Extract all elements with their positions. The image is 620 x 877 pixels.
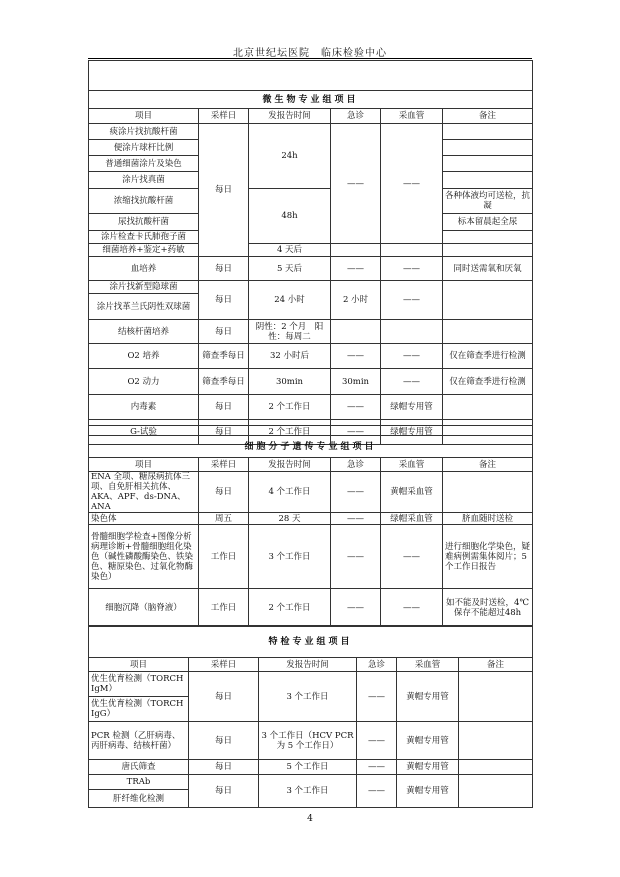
note-cell: 仅在筛查季进行检测 (443, 344, 533, 369)
urgent-cell: —— (331, 525, 381, 589)
item-cell: 优生优育检测（TORCH IgM） (89, 672, 189, 697)
tube-cell: 绿帽专用管 (381, 395, 443, 420)
item-cell: O2 培养 (89, 344, 199, 369)
column-header: 采血管 (381, 109, 443, 124)
special-test-title: 特检专业组项目 (89, 626, 533, 658)
tube-cell: 绿帽专用管 (381, 420, 443, 445)
urgent-cell (331, 320, 381, 344)
microbiology-spacer (89, 61, 533, 91)
item-cell: 浓缩找抗酸杆菌 (89, 189, 199, 214)
note-cell (443, 320, 533, 344)
column-header: 发报告时间 (249, 109, 331, 124)
special-test-table (88, 625, 533, 808)
tube-cell: —— (381, 281, 443, 320)
note-cell: 同时送需氧和厌氧 (443, 257, 533, 281)
note-cell (443, 395, 533, 420)
note-cell: 如不能及时送检，4℃保存不能超过48h (443, 589, 533, 627)
urgent-cell: —— (331, 344, 381, 369)
column-header: 项目 (89, 658, 189, 672)
note-cell (459, 760, 533, 775)
column-header: 急诊 (331, 109, 381, 124)
cytogenetics-title: 细胞分子遗传专业组项目 (89, 436, 533, 458)
item-cell: 便涂片球杆比例 (89, 140, 199, 156)
page-header: 北京世纪坛医院 临床检验中心 (233, 48, 387, 59)
sampling-cell: 工作日 (199, 589, 249, 627)
column-header: 急诊 (357, 658, 397, 672)
note-cell (459, 775, 533, 808)
cytogenetics-table (88, 425, 533, 627)
report-cell: 48h (249, 189, 331, 244)
tube-cell: 黄帽专用管 (397, 775, 459, 808)
report-cell: 3 个工作日 (249, 525, 331, 589)
microbiology-title: 微生物专业组项目 (89, 91, 533, 109)
sampling-cell: 每日 (199, 124, 249, 257)
urgent-cell: —— (331, 472, 381, 513)
column-header: 项目 (89, 109, 199, 124)
urgent-cell: —— (357, 672, 397, 722)
column-header: 备注 (443, 458, 533, 472)
item-cell: ENA 全项、糖尿病抗体三项、自免肝相关抗体、AKA、APF、ds-DNA、ANA (89, 472, 199, 513)
report-cell: 2 个工作日 (249, 420, 331, 445)
item-cell: 普通细菌涂片及染色 (89, 156, 199, 172)
item-cell: 细菌培养+鉴定+药敏 (89, 244, 199, 257)
tube-cell (381, 244, 443, 257)
urgent-cell: 30min (331, 369, 381, 395)
item-cell: 骨髓细胞学检查+图像分析病理诊断+骨髓细胞组化染色（碱性磷酸酶染色、铁染色、糖原染色、过氧化物酶染色） (89, 525, 199, 589)
tube-cell: 黄帽采血管 (381, 472, 443, 513)
report-cell: 3 个工作日 (259, 672, 357, 722)
urgent-cell: —— (331, 589, 381, 627)
note-cell (459, 672, 533, 722)
item-cell: 涂片检查卡氏肺孢子菌 (89, 231, 199, 244)
report-cell: 2 个工作日 (249, 395, 331, 420)
note-cell (443, 281, 533, 320)
column-header: 发报告时间 (249, 458, 331, 472)
urgent-cell (331, 244, 381, 257)
urgent-cell: —— (331, 395, 381, 420)
sampling-cell: 筛查季每日 (199, 369, 249, 395)
page-number: 4 (307, 814, 313, 824)
report-cell: 24 小时 (249, 281, 331, 320)
column-header: 采样日 (199, 458, 249, 472)
header-rule (88, 58, 532, 59)
sampling-cell: 每日 (189, 672, 259, 722)
note-cell (443, 472, 533, 513)
tube-cell: —— (381, 525, 443, 589)
report-cell: 3 个工作日（HCV PCR 为 5 个工作日） (259, 722, 357, 760)
sampling-cell: 周五 (199, 513, 249, 525)
report-cell: 24h (249, 124, 331, 189)
item-cell: 染色体 (89, 513, 199, 525)
item-cell: 内毒素 (89, 395, 199, 420)
microbiology-table (88, 60, 533, 445)
note-cell: 进行细胞化学染色，疑难病例需集体阅片；5 个工作日报告 (443, 525, 533, 589)
column-header: 备注 (443, 109, 533, 124)
report-cell: 5 天后 (249, 257, 331, 281)
urgent-cell: —— (331, 124, 381, 244)
column-header: 急诊 (331, 458, 381, 472)
column-header: 备注 (459, 658, 533, 672)
sampling-cell: 每日 (199, 420, 249, 445)
item-cell: 尿找抗酸杆菌 (89, 214, 199, 231)
sampling-cell: 筛查季每日 (199, 344, 249, 369)
tube-cell: —— (381, 257, 443, 281)
item-cell: O2 动力 (89, 369, 199, 395)
report-cell: 2 个工作日 (249, 589, 331, 627)
cytogenetics-spacer (89, 426, 533, 436)
tube-cell: —— (381, 124, 443, 244)
column-header: 发报告时间 (259, 658, 357, 672)
item-cell: 涂片找新型隐球菌 (89, 281, 199, 294)
tube-cell: 黄帽专用管 (397, 672, 459, 722)
tube-cell: 绿帽采血管 (381, 513, 443, 525)
note-cell (443, 244, 533, 257)
sampling-cell: 每日 (189, 775, 259, 808)
tube-cell: 黄帽专用管 (397, 722, 459, 760)
item-cell: 涂片找革兰氏阴性双球菌 (89, 294, 199, 320)
report-cell: 32 小时后 (249, 344, 331, 369)
report-cell: 3 个工作日 (259, 775, 357, 808)
urgent-cell: —— (357, 760, 397, 775)
item-cell: 涂片找真菌 (89, 172, 199, 189)
note-cell (443, 231, 533, 244)
sampling-cell: 每日 (199, 281, 249, 320)
urgent-cell: —— (357, 775, 397, 808)
note-cell (459, 722, 533, 760)
column-header: 采血管 (381, 458, 443, 472)
item-cell: G-试验 (89, 420, 199, 445)
tube-cell: 黄帽专用管 (397, 760, 459, 775)
sampling-cell: 每日 (199, 320, 249, 344)
column-header: 项目 (89, 458, 199, 472)
sampling-cell: 每日 (199, 395, 249, 420)
report-cell: 阴性：2 个月 阳性：每周二 (249, 320, 331, 344)
urgent-cell: 2 小时 (331, 281, 381, 320)
report-cell: 30min (249, 369, 331, 395)
item-cell: 唐氏筛查 (89, 760, 189, 775)
note-cell: 脐血随时送检 (443, 513, 533, 525)
note-cell: 仅在筛查季进行检测 (443, 369, 533, 395)
item-cell: 痰涂片找抗酸杆菌 (89, 124, 199, 140)
report-cell: 28 天 (249, 513, 331, 525)
sampling-cell: 每日 (189, 760, 259, 775)
sampling-cell: 每日 (189, 722, 259, 760)
item-cell: 肝纤维化检测 (89, 790, 189, 808)
tube-cell (381, 320, 443, 344)
note-cell: 标本留晨起全尿 (443, 214, 533, 231)
urgent-cell: —— (331, 257, 381, 281)
tube-cell: —— (381, 344, 443, 369)
tube-cell: —— (381, 369, 443, 395)
report-cell: 4 个工作日 (249, 472, 331, 513)
item-cell: TRAb (89, 775, 189, 790)
note-cell: 各种体液均可送检，抗凝 (443, 189, 533, 214)
item-cell: 优生优育检测（TORCH IgG） (89, 697, 189, 722)
sampling-cell: 每日 (199, 472, 249, 513)
item-cell: 细胞沉降（脑脊液） (89, 589, 199, 627)
note-cell (443, 156, 533, 172)
item-cell: 血培养 (89, 257, 199, 281)
note-cell (443, 124, 533, 140)
tube-cell: —— (381, 589, 443, 627)
note-cell (443, 140, 533, 156)
report-cell: 5 个工作日 (259, 760, 357, 775)
urgent-cell: —— (357, 722, 397, 760)
report-cell: 4 天后 (249, 244, 331, 257)
column-header: 采样日 (189, 658, 259, 672)
sampling-cell: 工作日 (199, 525, 249, 589)
urgent-cell: —— (331, 513, 381, 525)
column-header: 采样日 (199, 109, 249, 124)
note-cell (443, 172, 533, 189)
item-cell: 结核杆菌培养 (89, 320, 199, 344)
sampling-cell: 每日 (199, 257, 249, 281)
urgent-cell: —— (331, 420, 381, 445)
item-cell: PCR 检测（乙肝病毒、丙肝病毒、结核杆菌） (89, 722, 189, 760)
column-header: 采血管 (397, 658, 459, 672)
